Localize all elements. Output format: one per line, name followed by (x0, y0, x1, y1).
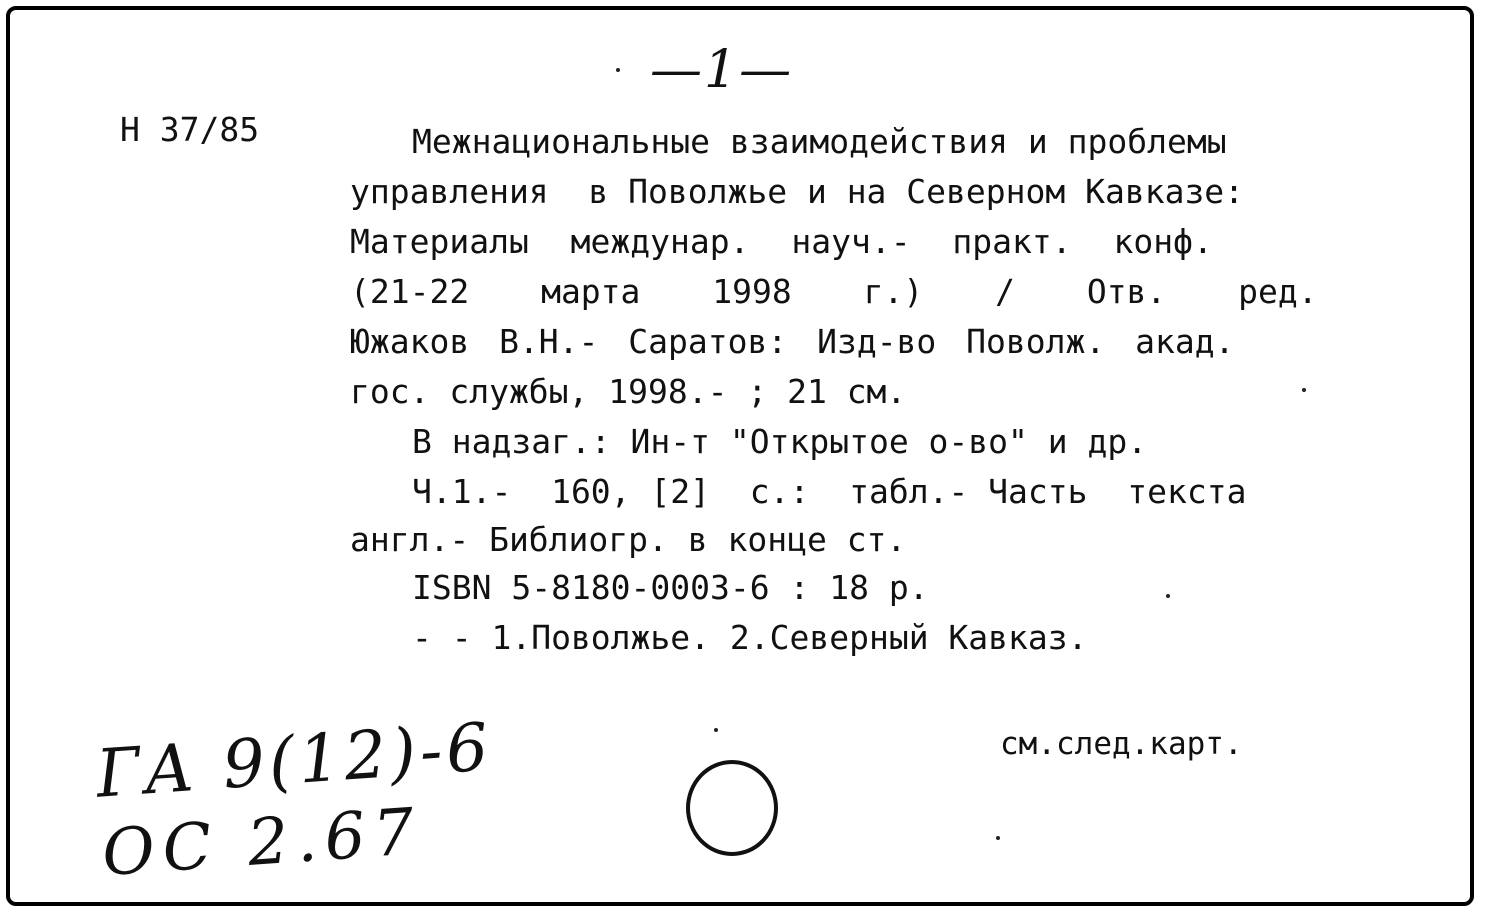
title-line-6: гос. службы, 1998.- ; 21 см. (350, 372, 907, 411)
title-line-5: Южаков В.Н.- Саратов: Изд-во Поволж. акад. (350, 322, 1235, 361)
continued-note: см.след.карт. (1000, 726, 1243, 762)
part-line-2: англ.- Библиогр. в конце ст. (350, 520, 907, 559)
note-heading: В надзаг.: Ин-т "Открытое о-во" и др. (412, 422, 1148, 461)
scan-speck (996, 836, 1000, 840)
scan-speck (1166, 594, 1170, 598)
part-line-1: Ч.1.- 160, [2] с.: табл.- Часть текста (412, 472, 1247, 511)
shelf-mark: Н 37/85 (120, 110, 260, 149)
title-line-4: (21-22 марта 1998 г.) / Отв. ред. (350, 272, 1318, 311)
catalog-card (6, 6, 1474, 906)
handwritten-call-number: ГА 9(12)-6 (93, 708, 495, 813)
scan-speck (1302, 388, 1306, 392)
title-line-1: Межнациональные взаимодействия и проблемы (412, 122, 1227, 161)
title-line-2: управления в Поволжье и на Северном Кавказе: (350, 172, 1245, 211)
scan-speck (714, 728, 718, 732)
handwritten-code: ОС 2.67 (99, 794, 425, 892)
page-number: —1— (650, 40, 794, 100)
scan-speck (616, 68, 620, 72)
subjects-line: - - 1.Поволжье. 2.Северный Кавказ. (412, 618, 1088, 657)
punch-hole-icon (680, 752, 790, 862)
isbn-line: ISBN 5-8180-0003-6 : 18 р. (412, 568, 929, 607)
title-line-3: Материалы междунар. науч.- практ. конф. (350, 222, 1213, 261)
